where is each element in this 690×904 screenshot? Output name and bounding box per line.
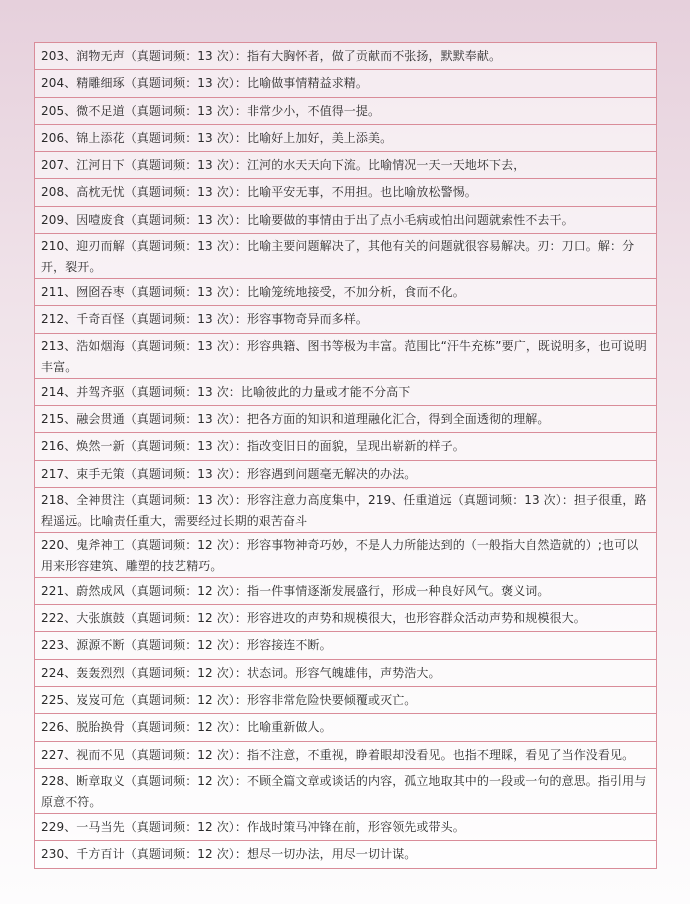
table-row: 220、鬼斧神工（真题词频：12 次）：形容事物神奇巧妙，不是人力所能达到的（一般指大自然造就的）;也可以用来形容建筑、雕塑的技艺精巧。 bbox=[35, 533, 656, 578]
table-row: 218、全神贯注（真题词频：13 次）：形容注意力高度集中，219、任重道远（真题词频：13 次）：担子很重，路程遥远。比喻责任重大，需要经过长期的艰苦奋斗 bbox=[35, 488, 656, 533]
table-row: 228、断章取义（真题词频：12 次）：不顾全篇文章或谈话的内容，孤立地取其中的一段或一句的意思。指引用与原意不符。 bbox=[35, 769, 656, 814]
table-row: 204、精雕细琢（真题词频：13 次）：比喻做事情精益求精。 bbox=[35, 70, 656, 97]
table-row: 207、江河日下（真题词频：13 次）：江河的水天天向下流。比喻情况一天一天地坏下去， bbox=[35, 152, 656, 179]
table-row: 230、千方百计（真题词频：12 次）：想尽一切办法，用尽一切计谋。 bbox=[35, 841, 656, 868]
table-row: 224、轰轰烈烈（真题词频：12 次）：状态词。形容气魄雄伟，声势浩大。 bbox=[35, 660, 656, 687]
idiom-table bbox=[34, 42, 657, 869]
table-row: 216、焕然一新（真题词频：13 次）：指改变旧日的面貌，呈现出崭新的样子。 bbox=[35, 433, 656, 460]
table-row: 229、一马当先（真题词频：12 次）：作战时策马冲锋在前，形容领先或带头。 bbox=[35, 814, 656, 841]
table-row: 221、蔚然成风（真题词频：12 次）：指一件事情逐渐发展盛行，形成一种良好风气。褒义词。 bbox=[35, 578, 656, 605]
table-row: 215、融会贯通（真题词频：13 次）：把各方面的知识和道理融化汇合，得到全面透彻的理解。 bbox=[35, 406, 656, 433]
table-row: 227、视而不见（真题词频：12 次）：指不注意，不重视，睁着眼却没看见。也指不理睬，看见了当作没看见。 bbox=[35, 742, 656, 769]
table-row: 222、大张旗鼓（真题词频：12 次）：形容进攻的声势和规模很大，也形容群众活动声势和规模很大。 bbox=[35, 605, 656, 632]
table-row: 217、束手无策（真题词频：13 次）：形容遇到问题毫无解决的办法。 bbox=[35, 461, 656, 488]
table-row: 205、微不足道（真题词频：13 次）：非常少小，不值得一提。 bbox=[35, 98, 656, 125]
table-row: 208、高枕无忧（真题词频：13 次）：比喻平安无事，不用担。也比喻放松警惕。 bbox=[35, 179, 656, 206]
table-row: 213、浩如烟海（真题词频：13 次）：形容典籍、图书等极为丰富。范围比“汗牛充栋”要广，既说明多，也可说明丰富。 bbox=[35, 334, 656, 379]
table-row: 209、因噎废食（真题词频：13 次）：比喻要做的事情由于出了点小毛病或怕出问题就索性不去干。 bbox=[35, 207, 656, 234]
table-row: 223、源源不断（真题词频：12 次）：形容接连不断。 bbox=[35, 632, 656, 659]
table-row: 226、脱胎换骨（真题词频：12 次）：比喻重新做人。 bbox=[35, 714, 656, 741]
table-row: 206、锦上添花（真题词频：13 次）：比喻好上加好，美上添美。 bbox=[35, 125, 656, 152]
table-row: 210、迎刃而解（真题词频：13 次）：比喻主要问题解决了，其他有关的问题就很容易解决。刃：刀口。解：分开，裂开。 bbox=[35, 234, 656, 279]
table-row: 214、并驾齐驱（真题词频：13 次：比喻彼此的力量或才能不分高下 bbox=[35, 379, 656, 406]
table-row: 225、岌岌可危（真题词频：12 次）：形容非常危险快要倾覆或灭亡。 bbox=[35, 687, 656, 714]
table-row: 203、润物无声（真题词频：13 次）：指有大胸怀者，做了贡献而不张扬，默默奉献。 bbox=[35, 43, 656, 70]
table-row: 212、千奇百怪（真题词频：13 次）：形容事物奇异而多样。 bbox=[35, 306, 656, 333]
table-row: 211、囫囵吞枣（真题词频：13 次）：比喻笼统地接受，不加分析，食而不化。 bbox=[35, 279, 656, 306]
